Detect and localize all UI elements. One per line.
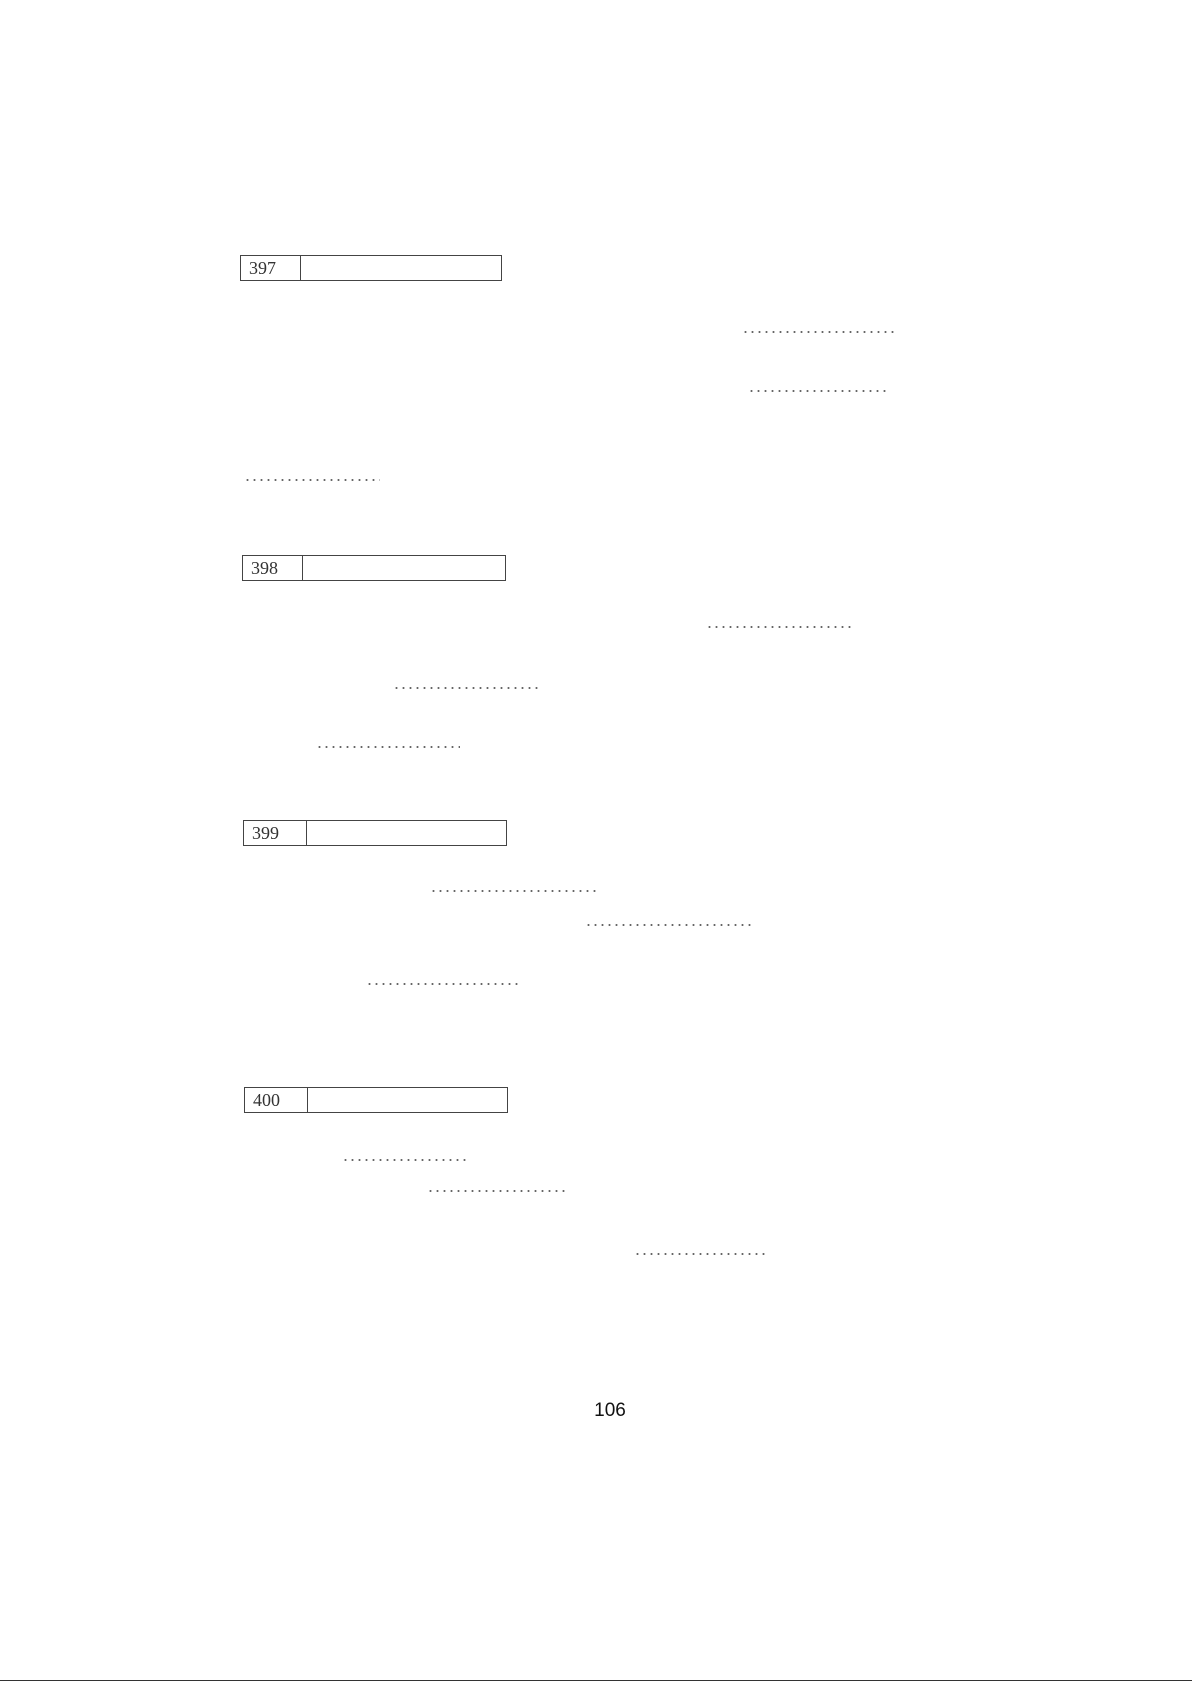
footer-rule — [0, 1680, 1192, 1681]
question-number: 400 — [245, 1088, 308, 1112]
page-number: 106 — [594, 1400, 626, 1421]
answer-blank — [427, 1189, 566, 1193]
question-number: 397 — [241, 256, 301, 280]
answer-blank — [742, 330, 894, 334]
answer-blank — [634, 1252, 769, 1256]
question-box-397 — [240, 255, 502, 281]
question-box-400 — [244, 1087, 508, 1113]
question-number: 399 — [244, 821, 307, 845]
answer-blank — [430, 889, 600, 893]
answer-blank — [244, 478, 380, 482]
question-box-399 — [243, 820, 507, 846]
answer-blank — [366, 982, 521, 986]
answer-blank — [316, 745, 460, 749]
answer-blank — [393, 686, 538, 690]
answer-blank — [706, 625, 854, 629]
question-number: 398 — [243, 556, 303, 580]
answer-blank — [585, 923, 752, 927]
question-box-398 — [242, 555, 506, 581]
answer-blank — [342, 1158, 466, 1162]
answer-blank — [748, 389, 888, 393]
